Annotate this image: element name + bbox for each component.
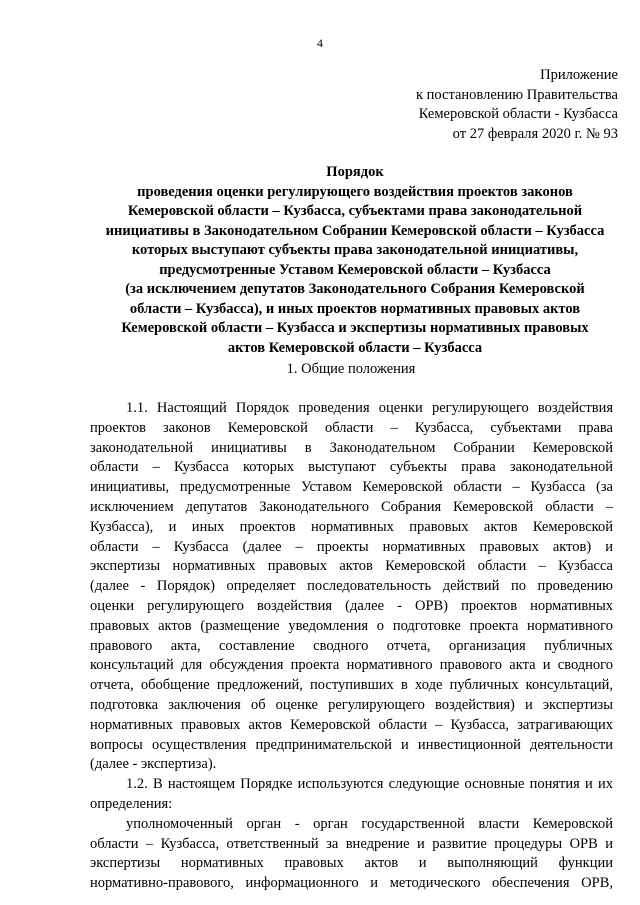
- document-title: [95, 163, 615, 358]
- title-line: инициативы в Законодательном Собрании Кемеровской области – Кузбасса: [105, 222, 605, 239]
- appendix-line: Приложение: [540, 67, 618, 83]
- body-line: экспертизы нормативных правовых актов Кемеровской области – Кузбасса: [90, 558, 613, 575]
- body-text: [90, 399, 613, 894]
- body-line: 1.1. Настоящий Порядок проведения оценки регулирующего воздействия: [126, 400, 613, 416]
- appendix-line: к постановлению Правительства: [416, 86, 618, 103]
- body-line: правовых актов (размещение уведомления о подготовке проекта нормативного: [90, 617, 613, 634]
- body-line: уполномоченный орган - орган государственной власти Кемеровской: [126, 815, 613, 832]
- body-line: нормативно-правового, информационного и методического обеспечения ОРВ,: [90, 875, 613, 892]
- body-line: 1.2. В настоящем Порядке используются следующие основные понятия и их: [126, 776, 613, 793]
- page-number: 4: [317, 36, 323, 50]
- title-line: области – Кузбасса), и иных проектов нормативных правовых актов: [129, 300, 581, 317]
- body-line: вопросы осуществления предпринимательской и инвестиционной деятельности: [90, 736, 613, 753]
- body-line: Кузбасса), и иных проектов нормативных правовых актов Кемеровской: [90, 518, 613, 535]
- title-line: Кемеровской области – Кузбасса, субъектами права законодательной: [127, 203, 583, 219]
- body-line: области – Кузбасса, ответственный за внедрение и развитие процедуры ОРВ и: [90, 835, 613, 852]
- body-line: экспертизы нормативных правовых актов и выполняющий функции: [90, 855, 613, 872]
- body-line: правового акта, составление сводного отчета, организация публичных: [90, 637, 613, 654]
- body-line: проектов законов Кемеровской области – Кузбасса, субъектами права: [90, 419, 613, 436]
- body-line: консультаций для обсуждения проекта нормативного правового акта и сводного: [90, 657, 613, 674]
- body-line: (далее - экспертиза).: [90, 756, 217, 773]
- title-line: Порядок: [326, 164, 384, 180]
- body-line: определения:: [90, 795, 173, 812]
- body-line: области – Кузбасса (далее – проекты нормативных правовых актов) и: [90, 538, 613, 555]
- body-line: области – Кузбасса которых выступают субъекты права законодательной: [90, 459, 613, 476]
- title-line: предусмотренные Уставом Кемеровской области – Кузбасса: [159, 261, 551, 278]
- title-line: которых выступают субъекты права законодательной инициативы,: [131, 242, 579, 258]
- appendix-line: от 27 февраля 2020 г. № 93: [452, 125, 618, 142]
- body-line: исключением депутатов Законодательного Собрания Кемеровской области –: [90, 498, 613, 515]
- body-line: (далее - Порядок) определяет последовательность действий по проведению: [90, 578, 613, 595]
- appendix-block: [398, 66, 618, 144]
- body-line: законодательной инициативы в Законодательном Собрании Кемеровской: [90, 439, 613, 456]
- title-line: актов Кемеровской области – Кузбасса: [227, 339, 483, 356]
- body-line: оценки регулирующего воздействия (далее - ОРВ) проектов нормативных: [90, 597, 613, 614]
- body-line: инициативы, предусмотренные Уставом Кемеровской области – Кузбасса (за: [90, 479, 613, 496]
- body-line: отчета, обобщение предложений, поступивших в ходе публичных консультаций,: [90, 677, 613, 694]
- section-heading: 1. Общие положения: [286, 361, 416, 377]
- title-line: (за исключением депутатов Законодательного Собрания Кемеровской: [125, 281, 585, 297]
- appendix-line: Кемеровской области - Кузбасса: [418, 106, 618, 122]
- body-line: подготовка заключения об оценке регулирующего воздействия) и экспертизы: [90, 696, 613, 713]
- title-line: проведения оценки регулирующего воздействия проектов законов: [137, 183, 573, 200]
- body-line: нормативных правовых актов Кемеровской области – Кузбасса, затрагивающих: [90, 716, 613, 733]
- title-line: Кемеровской области – Кузбасса и экспертизы нормативных правовых: [121, 320, 589, 336]
